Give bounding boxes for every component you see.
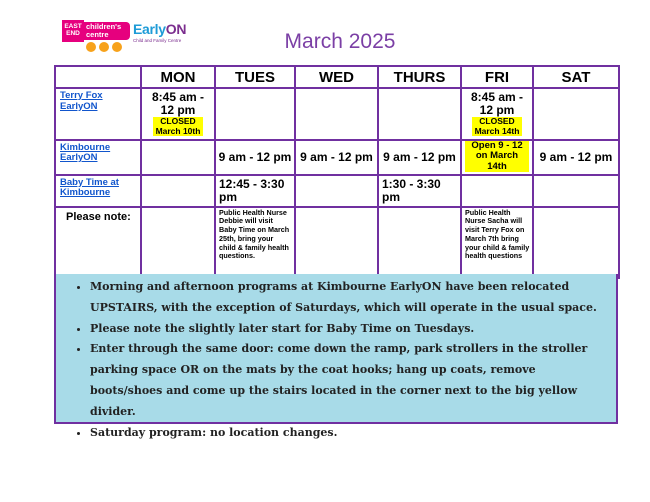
terry-fox-link[interactable]: Terry Fox EarlyON <box>60 90 103 112</box>
terry-fox-fri-closed: CLOSED March 14th <box>472 117 522 136</box>
terry-fox-mon-closed: CLOSED March 10th <box>153 117 203 136</box>
note-fri-text: Public Health Nurse Sacha will visit Terry Fox on March 7th bring your child & family health questions <box>465 207 530 261</box>
table-row-kimbourne <box>55 140 619 175</box>
empty-cell <box>141 175 215 207</box>
info-item: • Please note the slightly later start for Baby Time on Tuesdays. <box>90 319 606 340</box>
empty-cell <box>141 140 215 175</box>
baby-time-thurs-cell <box>378 175 461 207</box>
table-row-terry-fox <box>55 88 619 140</box>
empty-cell <box>295 175 378 207</box>
info-list <box>72 277 606 443</box>
header-thurs: THURS <box>378 66 461 88</box>
empty-cell <box>215 88 295 140</box>
kimbourne-tues-time: 9 am - 12 pm <box>218 149 292 164</box>
table-row-baby-time <box>55 175 619 207</box>
empty-cell <box>533 88 619 140</box>
header-row <box>55 66 619 88</box>
table-row-note <box>55 207 619 278</box>
header-sat: SAT <box>533 66 619 88</box>
info-box <box>54 274 618 439</box>
kimbourne-tues-cell <box>215 140 295 175</box>
kimbourne-sat-cell <box>533 140 619 175</box>
kimbourne-thurs-cell <box>378 140 461 175</box>
note-tues-cell <box>215 207 295 278</box>
earlyon-subtitle: Child and Family Centre <box>133 38 182 43</box>
baby-time-tues-cell <box>215 175 295 207</box>
please-note-label: Please note: <box>66 210 131 223</box>
note-label-cell <box>55 207 141 278</box>
terry-fox-fri-cell <box>461 88 533 140</box>
header-mon: MON <box>141 66 215 88</box>
empty-cell <box>378 207 461 278</box>
empty-cell <box>295 207 378 278</box>
empty-cell <box>533 175 619 207</box>
info-item: • Morning and afternoon programs at Kimbourne EarlyON have been relocated UPSTAIRS, with the exception of Saturdays, which will operate in the usual space. <box>90 277 606 319</box>
header-tues: TUES <box>215 66 295 88</box>
kimbourne-link[interactable]: Kimbourne EarlyON <box>60 141 111 163</box>
location-cell <box>55 140 141 175</box>
terry-fox-fri-time: 8:45 am - 12 pm <box>470 90 524 117</box>
terry-fox-mon-time: 8:45 am - 12 pm <box>151 90 205 117</box>
baby-time-thurs-time: 1:30 - 3:30 pm <box>382 176 441 204</box>
baby-time-tues-time: 12:45 - 3:30 pm <box>219 176 285 204</box>
empty-cell <box>461 175 533 207</box>
location-cell <box>55 175 141 207</box>
terry-fox-mon-cell <box>141 88 215 140</box>
empty-cell <box>533 207 619 278</box>
empty-cell <box>141 207 215 278</box>
page-title: March 2025 <box>284 30 396 53</box>
empty-cell <box>295 88 378 140</box>
info-item: • Enter through the same door: come down the ramp, park strollers in the stroller parking space OR on the mats by the coat hooks; hang up coats, remove boots/shoes and come up the stairs located in the corner next to the big yellow divider. <box>90 339 606 422</box>
kimbourne-thurs-time: 9 am - 12 pm <box>383 149 456 164</box>
kimbourne-fri-cell <box>461 140 533 175</box>
location-cell <box>55 88 141 140</box>
schedule-table <box>54 65 620 279</box>
kimbourne-wed-cell <box>295 140 378 175</box>
header-fri: FRI <box>461 66 533 88</box>
childrens-centre-text: children's centre <box>84 22 130 40</box>
note-tues-text: Public Health Nurse Debbie will visit Baby Time on March 25th, bring your child & family health questions. <box>219 207 290 261</box>
baby-time-link[interactable]: Baby Time at Kimbourne <box>60 176 119 198</box>
note-fri-cell <box>461 207 533 278</box>
empty-cell <box>378 88 461 140</box>
info-item: • Saturday program: no location changes. <box>90 423 606 444</box>
kimbourne-wed-time: 9 am - 12 pm <box>300 149 373 164</box>
kimbourne-fri-open: Open 9 - 12 on March 14th <box>465 141 529 173</box>
east-end-badge: EAST END <box>62 20 84 42</box>
header-cell-empty <box>55 66 141 88</box>
kimbourne-sat-time: 9 am - 12 pm <box>539 149 613 164</box>
header-wed: WED <box>295 66 378 88</box>
earlyon-wordmark: EarlyON <box>133 21 187 37</box>
